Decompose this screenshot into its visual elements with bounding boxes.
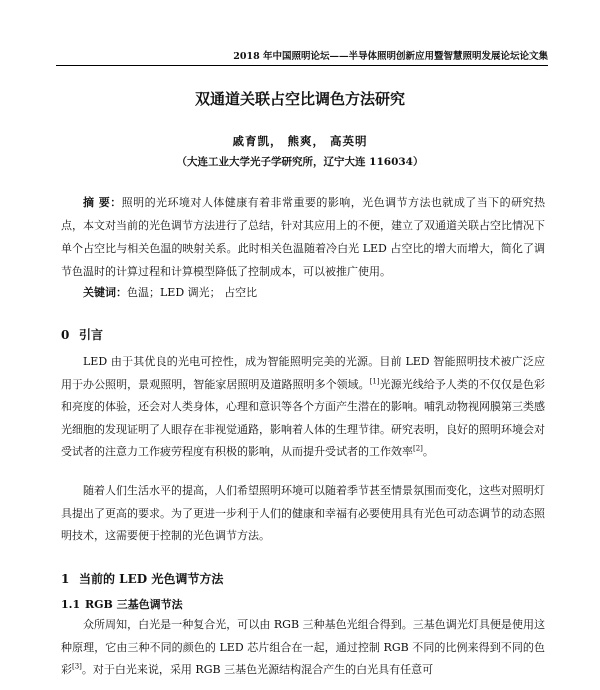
section-number: 1	[61, 572, 70, 586]
intro-text: 光源光线给予人类的不仅仅是色彩和亮度的体验，还会对人类身体，心理和意识等各个方面产生潜在的影响。哺乳动物视网膜第三类感光细胞的发现证明了人眼存在非视觉通路，影响着人体的生理节律。研究表明，良好的照明环境会对受试者的注意力工作疲劳程度有积极的影响，从而提升受试者的工作效率	[61, 377, 546, 458]
intro-paragraph-2: 随着人们生活水平的提高，人们希望照明环境可以随着季节甚至情景氛围而变化，这些对照明灯具提出了更高的要求。为了更进一步利于人们的健康和幸福有必要使用具有光色可动态调节的动态照明技术，这需要便于控制的光色调节方法。	[61, 484, 545, 542]
subsection-1-1-paragraph	[61, 614, 545, 682]
subsection-title: RGB 三基色调节法	[85, 598, 183, 611]
keywords-text: 色温；LED 调光； 占空比	[127, 286, 258, 299]
keywords-label: 关键词：	[83, 286, 127, 299]
body-text: 。对于白光来说，采用 RGB 三基色光源结构混合产生的白光具有任意可	[81, 663, 434, 676]
intro-text: LED 由于其优良的光电可控性，成为智能照明完美的光源。目前 LED 智能照明技术被广泛应用于办公照明，景观照明，智能家居照明及道路照明多个领域。	[61, 355, 545, 391]
subsection-number: 1.1	[61, 598, 81, 611]
citation-ref: [1]	[369, 376, 380, 385]
section-number: 0	[61, 328, 70, 342]
intro-text: 。	[422, 445, 434, 458]
section-title: 引言	[79, 328, 104, 342]
citation-ref: [3]	[72, 662, 82, 671]
section-heading-1	[61, 570, 223, 587]
abstract	[61, 191, 545, 283]
subsection-heading-1-1	[61, 596, 183, 612]
keywords	[83, 281, 257, 304]
running-header: 2018 年中国照明论坛——半导体照明创新应用暨智慧照明发展论坛论文集	[56, 48, 548, 66]
author-list: 戚育凯， 熊爽， 高英明	[232, 134, 368, 148]
section-heading-intro	[61, 326, 103, 343]
citation-ref: [2]	[413, 444, 423, 453]
body-text: 众所周知，白光是一种复合光，可以由 RGB 三种基色光组合得到。三基色调光灯具便是使用这种原理，它由三种不同的颜色的 LED 芯片组合在一起，通过控制 RGB 不同的比例来得到不同的色彩	[61, 618, 545, 676]
author-affiliation: （大连工业大学光子学研究所，辽宁大连 116034）	[176, 156, 424, 168]
intro-paragraph-1	[61, 351, 545, 464]
paper-title: 双通道关联占空比调色方法研究	[194, 90, 405, 108]
section-title: 当前的 LED 光色调节方法	[79, 572, 224, 586]
abstract-label: 摘 要：	[83, 196, 122, 209]
abstract-text: 照明的光环境对人体健康有着非常重要的影响，光色调节方法也就成了当下的研究热点，本文对当前的光色调节方法进行了总结，针对其应用上的不便，建立了双通道关联占空比情况下单个占空比与相关色温的映射关系。此时相关色温随着冷白光 LED 占空比的增大而增大，简化了调节色温时的计算过程和计算模型降低了控制成本，可以被推广使用。	[61, 196, 545, 278]
